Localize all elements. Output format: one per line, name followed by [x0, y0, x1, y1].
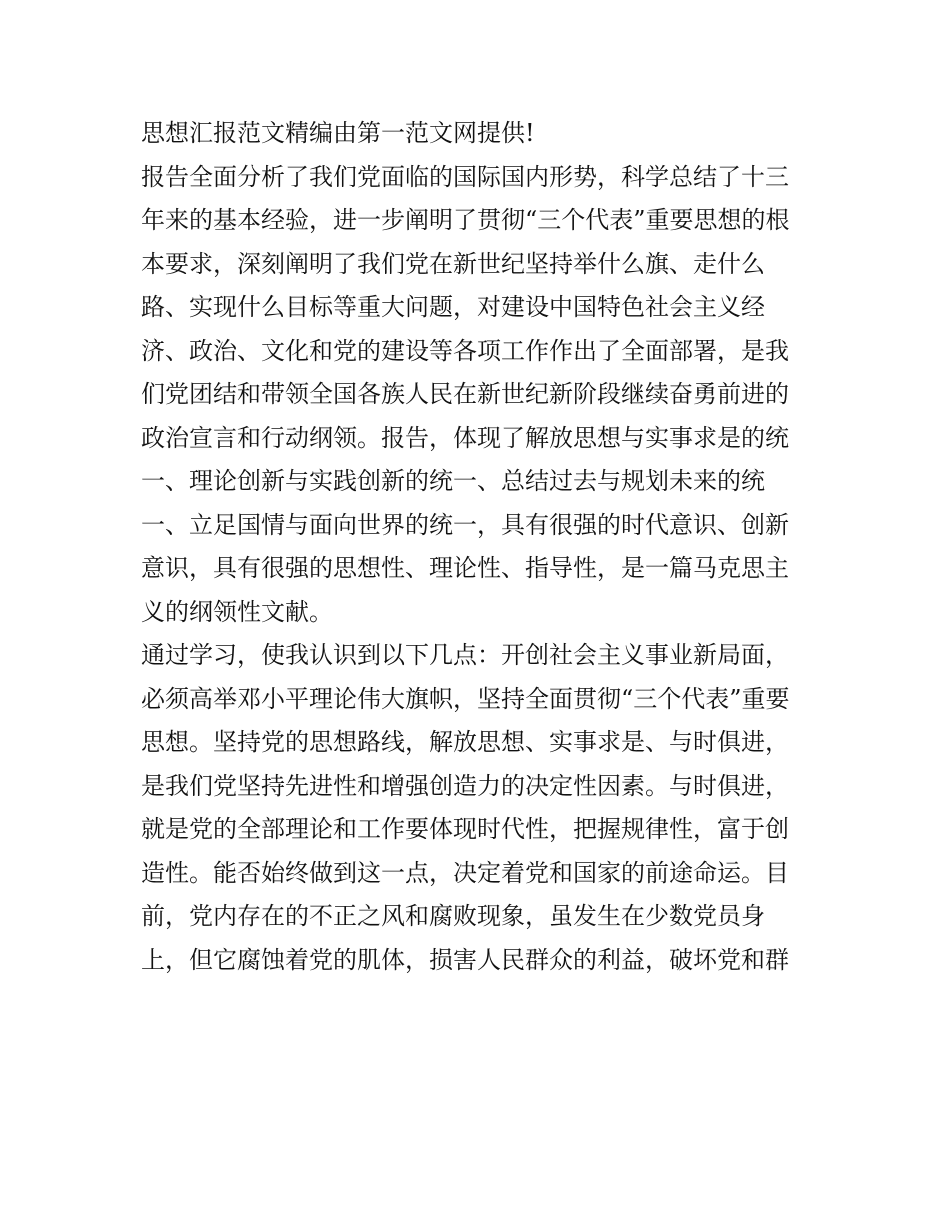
text-line: 义的纲领性文献。	[141, 597, 333, 626]
text-line: 们党团结和带领全国各族人民在新世纪新阶段继续奋勇前进的	[141, 380, 789, 408]
text-line: 报告全面分析了我们党面临的国际国内形势，科学总结了十三	[141, 162, 789, 191]
text-line: 一、理论创新与实践创新的统一、总结过去与规划未来的统	[141, 467, 765, 495]
text-line: 路、实现什么目标等重大问题，对建设中国特色社会主义经	[141, 293, 765, 321]
document-body	[141, 112, 821, 982]
text-line: 政治宣言和行动纲领。报告，体现了解放思想与实事求是的统	[141, 423, 789, 452]
text-line: 是我们党坚持先进性和增强创造力的决定性因素。与时俱进，	[141, 771, 789, 800]
text-line: 必须高举邓小平理论伟大旗帜，坚持全面贯彻“三个代表”重要	[141, 684, 790, 713]
text-line: 上，但它腐蚀着党的肌体，损害人民群众的利益，破坏党和群	[141, 945, 789, 974]
text-line: 年来的基本经验，进一步阐明了贯彻“三个代表”重要思想的根	[141, 206, 790, 234]
text-line: 思想。坚持党的思想路线，解放思想、实事求是、与时俱进，	[141, 728, 789, 756]
header-line: 思想汇报范文精编由第一范文网提供!	[141, 119, 535, 147]
text-line: 意识，具有很强的思想性、理论性、指导性，是一篇马克思主	[141, 554, 789, 582]
text-line: 一、立足国情与面向世界的统一，具有很强的时代意识、创新	[141, 510, 789, 539]
text-line: 前，党内存在的不正之风和腐败现象，虽发生在少数党员身	[141, 902, 765, 930]
text-line: 通过学习，使我认识到以下几点：开创社会主义事业新局面，	[141, 641, 789, 669]
text-line: 本要求，深刻阐明了我们党在新世纪坚持举什么旗、走什么	[141, 249, 765, 278]
text-line: 造性。能否始终做到这一点，决定着党和国家的前途命运。目	[141, 858, 789, 887]
text-line: 就是党的全部理论和工作要体现时代性，把握规律性，富于创	[141, 815, 789, 843]
text-line: 济、政治、文化和党的建设等各项工作作出了全面部署，是我	[141, 336, 789, 365]
